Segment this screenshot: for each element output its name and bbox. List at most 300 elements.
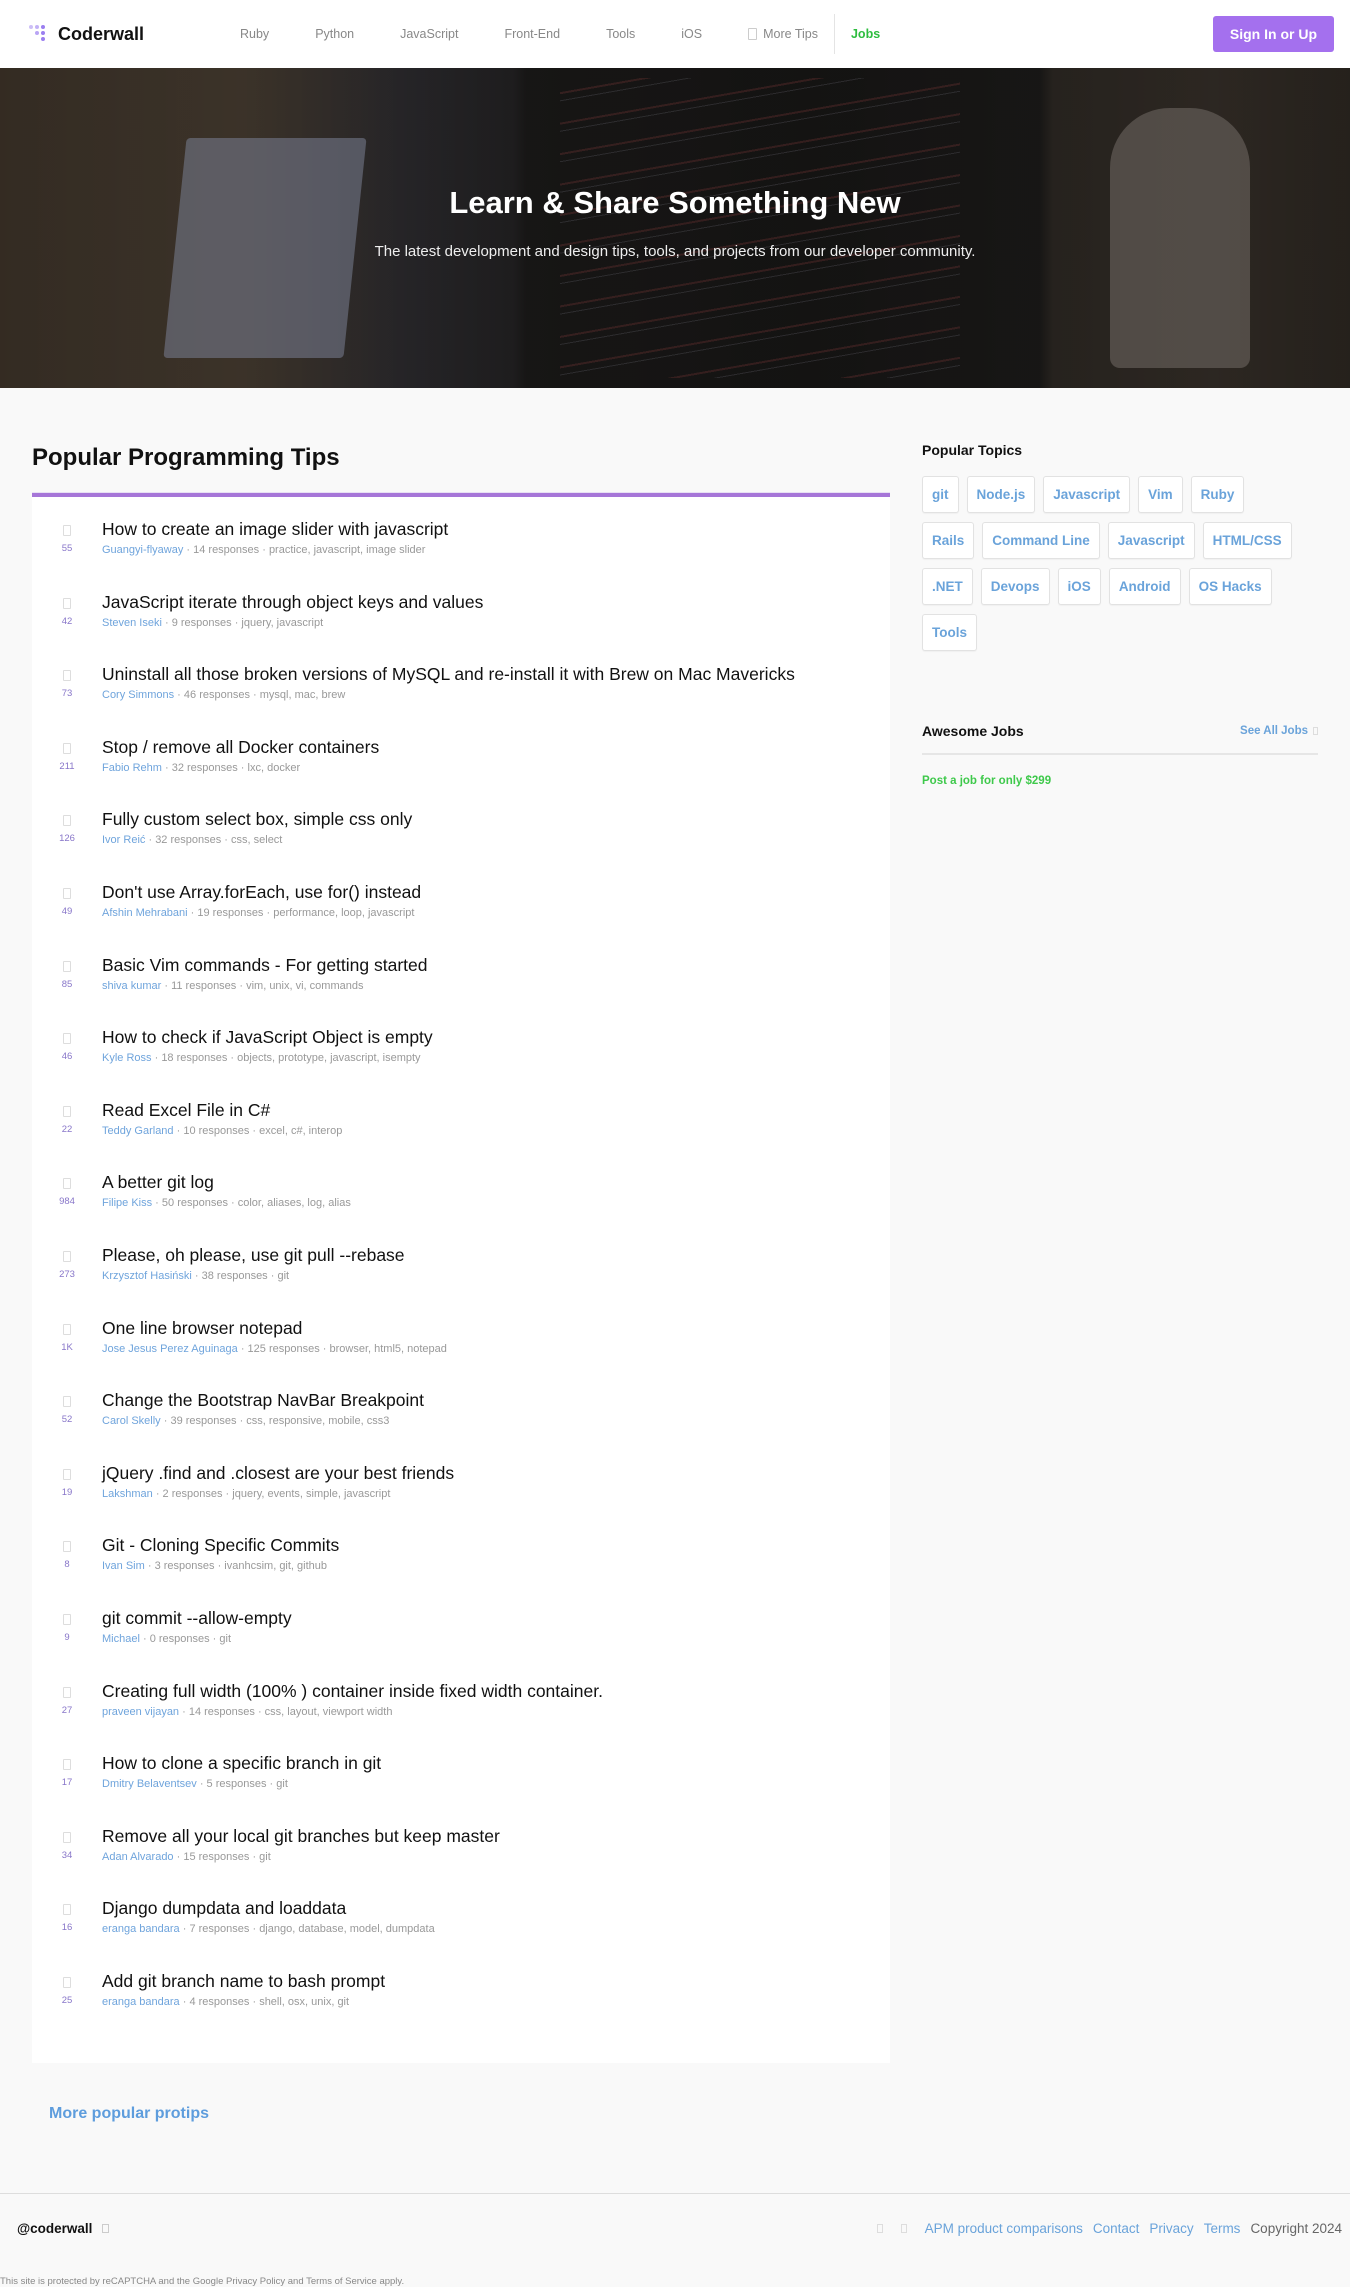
- sidebar: [922, 388, 1318, 2193]
- hero-title: Learn & Share Something New: [449, 184, 901, 220]
- footer-link-terms[interactable]: Terms: [1203, 2221, 1241, 2237]
- post-job-link[interactable]: Post a job for only $299: [922, 775, 1052, 787]
- vote-widget[interactable]: [32, 878, 102, 951]
- topic-chip[interactable]: Javascript: [1108, 522, 1195, 559]
- tip-meta: [102, 1343, 447, 1355]
- social-icon-1[interactable]: [877, 2224, 883, 2233]
- upvote-icon[interactable]: [63, 1904, 71, 1915]
- more-popular-protips-link[interactable]: More popular protips: [49, 2105, 209, 2123]
- tip-title-link[interactable]: Basic Vim commands - For getting started: [102, 954, 428, 975]
- tip-title-link[interactable]: How to create an image slider with javascript: [102, 519, 449, 539]
- vote-widget[interactable]: [32, 588, 102, 661]
- tip-author-link[interactable]: Krzysztof Hasiński: [102, 1269, 192, 1282]
- tip-row: [32, 1531, 890, 1604]
- vote-widget[interactable]: [32, 733, 102, 806]
- separator: ·: [151, 1052, 162, 1065]
- topic-chip[interactable]: Javascript: [1043, 476, 1130, 513]
- topic-chip[interactable]: Android: [1109, 568, 1181, 605]
- upvote-icon[interactable]: [63, 1324, 71, 1335]
- tip-row: [32, 1241, 890, 1314]
- tip-body: [102, 1241, 405, 1314]
- social-icon-2[interactable]: [901, 2224, 907, 2233]
- vote-widget[interactable]: [32, 1531, 102, 1604]
- tip-author-link[interactable]: Cory Simmons: [102, 689, 175, 702]
- separator: ·: [263, 906, 274, 919]
- tip-responses: 39 responses: [170, 1415, 237, 1428]
- tip-author-link[interactable]: eranga bandara: [102, 1923, 180, 1936]
- separator: ·: [237, 761, 248, 774]
- separator: ·: [179, 1923, 190, 1936]
- vote-count: 1K: [61, 1341, 73, 1353]
- tip-tags: css, select: [231, 834, 283, 847]
- tip-author-link[interactable]: Afshin Mehrabani: [102, 906, 188, 919]
- topic-chip[interactable]: Ruby: [1191, 476, 1245, 513]
- footer: [0, 2193, 1350, 2287]
- tip-meta: [102, 1488, 454, 1500]
- tip-body: [102, 588, 483, 661]
- tip-responses: 5 responses: [206, 1778, 267, 1791]
- upvote-icon[interactable]: [63, 1251, 71, 1262]
- vote-widget[interactable]: [32, 1894, 102, 1967]
- tip-row: [32, 878, 890, 951]
- nav-javascript[interactable]: JavaScript: [400, 27, 459, 41]
- topic-chip[interactable]: git: [922, 476, 959, 513]
- tip-body: [102, 1459, 454, 1532]
- separator: ·: [152, 1487, 163, 1500]
- tip-meta: [102, 1125, 342, 1137]
- separator: ·: [249, 689, 260, 702]
- topic-chip[interactable]: iOS: [1058, 568, 1101, 605]
- tip-body: [102, 951, 428, 1024]
- footer-link-apm[interactable]: APM product comparisons: [924, 2221, 1083, 2237]
- tip-meta: [102, 1851, 500, 1863]
- twitter-handle-link[interactable]: @coderwall: [17, 2221, 93, 2237]
- tip-row: [32, 1677, 890, 1750]
- tip-body: [102, 1096, 342, 1169]
- tip-responses: 38 responses: [201, 1269, 268, 1282]
- tip-body: [102, 1749, 381, 1822]
- upvote-icon[interactable]: [63, 1469, 71, 1480]
- tip-meta: [102, 689, 795, 701]
- popular-topics-title: Popular Topics: [922, 442, 1023, 458]
- tip-body: [102, 1314, 447, 1387]
- separator: ·: [145, 834, 156, 847]
- tip-tags: ivanhcsim, git, github: [224, 1560, 328, 1573]
- footer-link-contact[interactable]: Contact: [1092, 2221, 1140, 2237]
- tip-row: [32, 951, 890, 1024]
- brand-name: Coderwall: [58, 23, 145, 44]
- footer-brand: [17, 2221, 109, 2236]
- tip-meta: [102, 1560, 339, 1572]
- tip-author-link[interactable]: Ivor Reić: [102, 834, 146, 847]
- tip-title-link[interactable]: Fully custom select box, simple css only: [102, 809, 413, 830]
- upvote-icon[interactable]: [63, 1977, 71, 1988]
- tip-responses: 10 responses: [183, 1124, 250, 1137]
- tip-tags: practice, javascript, image slider: [268, 544, 426, 556]
- vote-widget[interactable]: [32, 1967, 102, 2040]
- tip-row: [32, 1459, 890, 1532]
- separator: ·: [179, 1995, 190, 2008]
- vote-widget[interactable]: [32, 515, 102, 588]
- tip-tags: excel, c#, interop: [259, 1124, 343, 1137]
- upvote-icon[interactable]: [63, 743, 71, 754]
- separator: ·: [183, 544, 194, 556]
- tip-author-link[interactable]: Michael: [102, 1632, 140, 1645]
- tip-row: [32, 1314, 890, 1387]
- upvote-icon[interactable]: [63, 1106, 71, 1117]
- tip-tags: objects, prototype, javascript, isempty: [237, 1052, 421, 1065]
- tip-responses: 14 responses: [193, 544, 260, 556]
- nav-python[interactable]: Python: [315, 27, 355, 41]
- tip-author-link[interactable]: praveen vijayan: [102, 1705, 180, 1718]
- tip-meta: [102, 544, 448, 556]
- tips-column: [32, 388, 890, 2193]
- more-icon: [748, 28, 757, 40]
- tip-responses: 19 responses: [197, 906, 264, 919]
- tip-title-link[interactable]: Read Excel File in C#: [102, 1099, 271, 1120]
- coderwall-logo-icon: [28, 23, 50, 45]
- vote-count: 22: [61, 1123, 73, 1135]
- hero-content: [0, 68, 1350, 388]
- tip-tags: git: [277, 1269, 290, 1282]
- separator: ·: [161, 616, 172, 629]
- vote-widget[interactable]: [32, 1096, 102, 1169]
- hero-banner: [0, 68, 1350, 388]
- tip-title-link[interactable]: How to check if JavaScript Object is empty: [102, 1027, 433, 1048]
- vote-widget[interactable]: [32, 805, 102, 878]
- vote-count: 126: [59, 833, 75, 845]
- topic-chip[interactable]: .NET: [922, 568, 973, 605]
- tip-meta: [102, 617, 483, 629]
- see-all-jobs-label: See All Jobs: [1240, 725, 1308, 737]
- nav-ruby[interactable]: Ruby: [240, 27, 270, 41]
- tip-row: [32, 1604, 890, 1677]
- separator: ·: [214, 1560, 225, 1573]
- tip-row: [32, 588, 890, 661]
- awesome-jobs-panel: [922, 723, 1318, 787]
- vote-count: 34: [61, 1849, 73, 1861]
- separator: ·: [254, 1705, 265, 1718]
- tip-body: [102, 1023, 433, 1096]
- tip-meta: [102, 1197, 351, 1209]
- tip-body: [102, 805, 412, 878]
- tip-meta: [102, 1778, 381, 1790]
- tip-author-link[interactable]: Teddy Garland: [102, 1124, 174, 1137]
- tip-title-link[interactable]: Stop / remove all Docker containers: [102, 736, 380, 757]
- tip-title-link[interactable]: Git - Cloning Specific Commits: [102, 1535, 340, 1556]
- tip-body: [102, 1604, 292, 1677]
- upvote-icon[interactable]: [63, 961, 71, 972]
- tip-body: [102, 1967, 385, 2040]
- tip-tags: vim, unix, vi, commands: [246, 979, 364, 992]
- tip-row: [32, 1023, 890, 1096]
- tip-author-link[interactable]: Fabio Rehm: [102, 761, 162, 774]
- topic-chip[interactable]: Rails: [922, 522, 974, 559]
- topics-list: [922, 476, 1302, 651]
- tip-row: [32, 733, 890, 806]
- recaptcha-notice: This site is protected by reCAPTCHA and the Google Privacy Policy and Terms of Service apply.: [0, 2276, 405, 2287]
- vote-widget[interactable]: [32, 951, 102, 1024]
- tip-body: [102, 733, 379, 806]
- tip-tags: css, responsive, mobile, css3: [246, 1415, 390, 1428]
- tip-responses: 0 responses: [149, 1632, 210, 1645]
- tip-title-link[interactable]: JavaScript iterate through object keys and values: [102, 591, 484, 612]
- separator: ·: [227, 1052, 238, 1065]
- tip-responses: 11 responses: [171, 979, 237, 992]
- tip-row: [32, 1749, 890, 1822]
- tip-title-link[interactable]: Uninstall all those broken versions of MySQL and re-install it with Brew on Mac Mavericks: [102, 664, 795, 685]
- tip-body: [102, 1386, 424, 1459]
- separator: ·: [319, 1342, 330, 1355]
- tip-body: [102, 1531, 339, 1604]
- tip-tags: lxc, docker: [247, 761, 301, 774]
- tip-meta: [102, 1415, 424, 1427]
- topic-chip[interactable]: Tools: [922, 614, 977, 651]
- vote-count: 273: [59, 1268, 75, 1280]
- tip-author-link[interactable]: eranga bandara: [102, 1995, 180, 2008]
- separator: ·: [249, 1124, 260, 1137]
- tip-responses: 18 responses: [161, 1052, 228, 1065]
- vote-count: 17: [61, 1777, 73, 1789]
- vote-count: 73: [61, 688, 73, 700]
- tip-title-link[interactable]: git commit --allow-empty: [102, 1607, 292, 1628]
- tip-meta: [102, 980, 428, 992]
- vote-count: 16: [61, 1922, 73, 1934]
- tip-responses: 2 responses: [162, 1487, 223, 1500]
- tip-author-link[interactable]: Carol Skelly: [102, 1415, 161, 1428]
- tip-row: [32, 1894, 890, 1967]
- tip-tags: performance, loop, javascript: [273, 906, 415, 919]
- vote-count: 9: [64, 1631, 70, 1643]
- tip-row: [32, 1967, 890, 2040]
- nav-more-tips-label: More Tips: [763, 27, 818, 41]
- tip-tags: git: [276, 1778, 288, 1791]
- upvote-icon[interactable]: [63, 670, 71, 681]
- separator: ·: [267, 1269, 278, 1282]
- chevron-right-icon: [1313, 727, 1318, 735]
- nav-more-tips[interactable]: [748, 27, 818, 41]
- separator: ·: [161, 761, 172, 774]
- vote-widget[interactable]: [32, 1386, 102, 1459]
- tip-title-link[interactable]: Don't use Array.forEach, use for() instead: [102, 881, 422, 902]
- tip-body: [102, 660, 795, 733]
- upvote-icon[interactable]: [63, 815, 71, 826]
- vote-widget[interactable]: [32, 1604, 102, 1677]
- vote-count: 27: [61, 1704, 73, 1716]
- separator: ·: [237, 1342, 248, 1355]
- section-title: Popular Programming Tips: [32, 444, 340, 471]
- topic-chip[interactable]: Node.js: [967, 476, 1036, 513]
- tip-row: [32, 1096, 890, 1169]
- separator: ·: [221, 834, 232, 847]
- twitter-icon[interactable]: [102, 2224, 109, 2233]
- tip-meta: [102, 1633, 292, 1645]
- upvote-icon[interactable]: [63, 1033, 71, 1044]
- tip-meta: [102, 1996, 385, 2008]
- tip-row: [32, 1386, 890, 1459]
- separator: ·: [139, 1632, 150, 1645]
- tip-author-link[interactable]: Dmitry Belaventsev: [102, 1778, 197, 1791]
- logo-link[interactable]: [28, 23, 240, 45]
- vote-widget[interactable]: [32, 660, 102, 733]
- upvote-icon[interactable]: [63, 525, 71, 536]
- separator: ·: [173, 1124, 184, 1137]
- vote-count: 55: [61, 543, 73, 554]
- tip-title-link[interactable]: Creating full width (100% ) container inside fixed width container.: [102, 1680, 603, 1701]
- separator: ·: [152, 1197, 162, 1210]
- tip-body: [102, 1822, 500, 1895]
- tip-row: [32, 805, 890, 878]
- tip-meta: [102, 1270, 405, 1282]
- upvote-icon[interactable]: [63, 1687, 71, 1698]
- tip-meta: [102, 762, 379, 774]
- tip-responses: 50 responses: [161, 1197, 228, 1210]
- separator: ·: [227, 1197, 238, 1210]
- tip-tags: jquery, javascript: [241, 616, 324, 629]
- tip-tags: django, database, model, dumpdata: [259, 1923, 435, 1936]
- separator: ·: [161, 979, 172, 992]
- tip-title-link[interactable]: Add git branch name to bash prompt: [102, 1970, 386, 1991]
- tip-title-link[interactable]: jQuery .find and .closest are your best friends: [102, 1462, 455, 1483]
- tip-author-link[interactable]: Jose Jesus Perez Aguinaga: [102, 1342, 238, 1355]
- tip-meta: [102, 834, 412, 846]
- separator: ·: [249, 1923, 260, 1936]
- vote-widget[interactable]: [32, 1314, 102, 1387]
- separator: ·: [209, 1632, 220, 1645]
- vote-widget[interactable]: [32, 1459, 102, 1532]
- nav-divider: [834, 14, 835, 54]
- separator: ·: [249, 1850, 260, 1863]
- vote-count: 85: [61, 978, 73, 990]
- tip-row: [32, 1168, 890, 1241]
- tip-author-link[interactable]: shiva kumar: [102, 979, 162, 992]
- separator: ·: [266, 1778, 277, 1791]
- separator: ·: [160, 1415, 171, 1428]
- tip-title-link[interactable]: Change the Bootstrap NavBar Breakpoint: [102, 1390, 424, 1411]
- tip-row: [32, 1822, 890, 1895]
- nav-ios[interactable]: iOS: [681, 27, 703, 41]
- vote-count: 984: [59, 1196, 75, 1208]
- vote-count: 46: [61, 1051, 73, 1063]
- tip-meta: [102, 907, 421, 919]
- tip-tags: git: [259, 1850, 271, 1863]
- vote-widget[interactable]: [32, 1677, 102, 1750]
- vote-count: 52: [61, 1414, 73, 1426]
- vote-count: 19: [61, 1486, 73, 1498]
- separator: ·: [236, 1415, 247, 1428]
- tip-author-link[interactable]: Kyle Ross: [102, 1052, 152, 1065]
- tip-body: [102, 1677, 603, 1750]
- upvote-icon[interactable]: [63, 1396, 71, 1407]
- tip-tags: mysql, mac, brew: [259, 689, 346, 702]
- separator: ·: [144, 1560, 155, 1573]
- tip-tags: jquery, events, simple, javascript: [232, 1487, 391, 1500]
- vote-widget[interactable]: [32, 1822, 102, 1895]
- separator: ·: [196, 1778, 207, 1791]
- upvote-icon[interactable]: [63, 1178, 71, 1189]
- tip-title-link[interactable]: Remove all your local git branches but keep master: [102, 1825, 500, 1846]
- tip-author-link[interactable]: Adan Alvarado: [102, 1850, 174, 1863]
- tip-body: [102, 1894, 435, 1967]
- tip-row: [32, 660, 890, 733]
- tip-responses: 9 responses: [171, 616, 232, 629]
- topic-chip[interactable]: Vim: [1138, 476, 1183, 513]
- tip-tags: css, layout, viewport width: [264, 1705, 393, 1718]
- vote-count: 42: [61, 615, 73, 627]
- topic-chip[interactable]: HTML/CSS: [1203, 522, 1292, 559]
- tip-meta: [102, 1706, 603, 1718]
- footer-link-privacy[interactable]: Privacy: [1149, 2221, 1194, 2237]
- see-all-jobs-link[interactable]: [1240, 725, 1318, 737]
- tip-responses: 14 responses: [188, 1705, 255, 1718]
- separator: ·: [222, 1487, 233, 1500]
- tip-body: [102, 1168, 351, 1241]
- tip-responses: 4 responses: [189, 1995, 250, 2008]
- tip-author-link[interactable]: Steven Iseki: [102, 616, 162, 629]
- tip-title-link[interactable]: Please, oh please, use git pull --rebase: [102, 1244, 405, 1265]
- vote-count: 8: [64, 1559, 70, 1571]
- tip-tags: git: [219, 1632, 232, 1645]
- jobs-header: [922, 723, 1318, 755]
- tip-meta: [102, 1052, 433, 1064]
- tip-tags: color, aliases, log, alias: [237, 1197, 351, 1210]
- upvote-icon[interactable]: [63, 888, 71, 899]
- tip-tags: browser, html5, notepad: [329, 1342, 447, 1355]
- vote-widget[interactable]: [32, 1023, 102, 1096]
- vote-widget[interactable]: [32, 1168, 102, 1241]
- tip-responses: 32 responses: [155, 834, 222, 847]
- upvote-icon[interactable]: [63, 1614, 71, 1625]
- nav-tools[interactable]: Tools: [606, 27, 636, 41]
- tip-author-link[interactable]: Lakshman: [102, 1487, 153, 1500]
- separator: ·: [173, 1850, 184, 1863]
- tip-title-link[interactable]: A better git log: [102, 1172, 214, 1193]
- tip-responses: 15 responses: [183, 1850, 250, 1863]
- upvote-icon[interactable]: [63, 1832, 71, 1843]
- tip-author-link[interactable]: Guangyi-flyaway: [102, 544, 184, 556]
- tip-title-link[interactable]: One line browser notepad: [102, 1317, 303, 1338]
- tip-body: [102, 515, 448, 588]
- separator: ·: [179, 1705, 189, 1718]
- separator: ·: [191, 1269, 202, 1282]
- vote-widget[interactable]: [32, 1749, 102, 1822]
- vote-count: 211: [59, 760, 75, 772]
- tip-author-link[interactable]: Ivan Sim: [102, 1560, 145, 1573]
- tip-title-link[interactable]: How to clone a specific branch in git: [102, 1753, 382, 1774]
- tip-title-link[interactable]: Django dumpdata and loaddata: [102, 1898, 347, 1919]
- topic-chip[interactable]: Devops: [981, 568, 1050, 605]
- vote-widget[interactable]: [32, 1241, 102, 1314]
- sign-in-button[interactable]: Sign In or Up: [1213, 16, 1334, 52]
- upvote-icon[interactable]: [63, 598, 71, 609]
- upvote-icon[interactable]: [63, 1759, 71, 1770]
- tip-author-link[interactable]: Filipe Kiss: [102, 1197, 153, 1210]
- topic-chip[interactable]: OS Hacks: [1189, 568, 1272, 605]
- nav-jobs[interactable]: Jobs: [850, 27, 881, 41]
- tip-row: [32, 515, 890, 588]
- main-content: [0, 388, 1350, 2193]
- tip-tags: shell, osx, unix, git: [259, 1995, 350, 2008]
- vote-count: 49: [61, 905, 73, 917]
- tip-responses: 3 responses: [154, 1560, 215, 1573]
- tip-responses: 125 responses: [247, 1342, 320, 1355]
- topic-chip[interactable]: Command Line: [982, 522, 1100, 559]
- nav-front-end[interactable]: Front-End: [504, 27, 561, 41]
- upvote-icon[interactable]: [63, 1541, 71, 1552]
- tips-list: [32, 497, 890, 2063]
- tip-responses: 7 responses: [189, 1923, 250, 1936]
- top-navbar: [0, 0, 1350, 68]
